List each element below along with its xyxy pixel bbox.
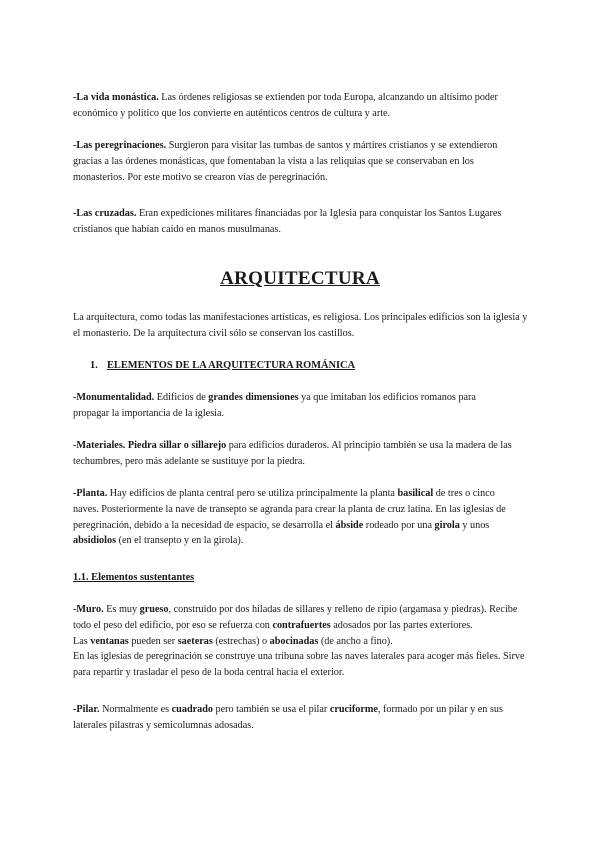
paragraph-pilar: -Pilar. Normalmente es cuadrado pero también se usa el pilar cruciforme, formado por un pilar y en sus laterales pilastras y semicolumnas adosadas. bbox=[73, 704, 503, 731]
section-heading-elementos: 1. ELEMENTOS DE LA ARQUITECTURA ROMÁNICA bbox=[90, 360, 356, 371]
paragraph-planta: -Planta. Hay edificios de planta central pero se utiliza principalmente la planta basilical de tres o cinco naves. Posteriormente la nave de transepto se agranda para crear la planta de cruz latina. En las iglesias de peregrinación, debido a la necesidad de espacio, se desarrolla el ábside rodeado por una girola y unos absidiolos (en el transepto y en la girola). bbox=[73, 488, 506, 547]
paragraph-vida-monastica: -La vida monástica. Las órdenes religiosas se extienden por toda Europa, alcanzando un altísimo poder económico y político que los convierte en auténticos centros de cultura y arte. bbox=[73, 92, 498, 119]
term-muro: -Muro. bbox=[73, 604, 104, 615]
term-pilar: -Pilar. bbox=[73, 704, 100, 715]
paragraph-peregrinaciones: -Las peregrinaciones. Surgieron para visitar las tumbas de santos y mártires cristianos y se extendieron gracias a las órdenes monásticas, que fomentaban la vista a las reliquias que se conservaban en los monasterios. Por este motivo se crearon vías de peregrinación. bbox=[73, 140, 498, 183]
term-vida-monastica: -La vida monástica. bbox=[73, 92, 159, 103]
paragraph-cruzadas: -Las cruzadas. Eran expediciones militares financiadas por la Iglesia para conquistar los Santos Lugares cristianos que habían caído en manos musulmanas. bbox=[73, 208, 502, 235]
paragraph-monumentalidad: -Monumentalidad. Edificios de grandes dimensiones ya que imitaban los edificios romanos para propagar la importancia de la iglesia. bbox=[73, 392, 476, 419]
subsection-heading-sustentantes: 1.1. Elementos sustentantes bbox=[73, 572, 195, 583]
paragraph-materiales: -Materiales. Piedra sillar o sillarejo para edificios duraderos. Al principio también se usa la madera de las techumbres, pero más adelante se sustituye por la piedra. bbox=[73, 440, 512, 467]
term-materiales: -Materiales. bbox=[73, 440, 126, 451]
term-monumentalidad: -Monumentalidad. bbox=[73, 392, 155, 403]
term-peregrinaciones: -Las peregrinaciones. bbox=[73, 140, 167, 151]
term-planta: -Planta. bbox=[73, 488, 108, 499]
term-cruzadas: -Las cruzadas. bbox=[73, 208, 137, 219]
paragraph-arquitectura-intro: La arquitectura, como todas las manifestaciones artísticas, es religiosa. Los principales edificios son la iglesia y el monasterio. De la arquitectura civil sólo se conservan los castillos. bbox=[73, 312, 528, 339]
paragraph-muro: -Muro. Es muy grueso, construido por dos hiladas de sillares y relleno de ripio (argamasa y piedras). Recibe todo el peso del edificio, por eso se refuerza con contrafuertes adosados por las partes exteriores. Las ventanas pueden ser saeteras (estrechas) o abocinadas (de ancho a fino). En las iglesias de peregrinación se construye una tribuna sobre las naves laterales para acoger más fieles. Sirve para repartir y trasladar el peso de la boda central hacia el exterior. bbox=[73, 604, 525, 679]
page-title: ARQUITECTURA bbox=[220, 268, 380, 289]
